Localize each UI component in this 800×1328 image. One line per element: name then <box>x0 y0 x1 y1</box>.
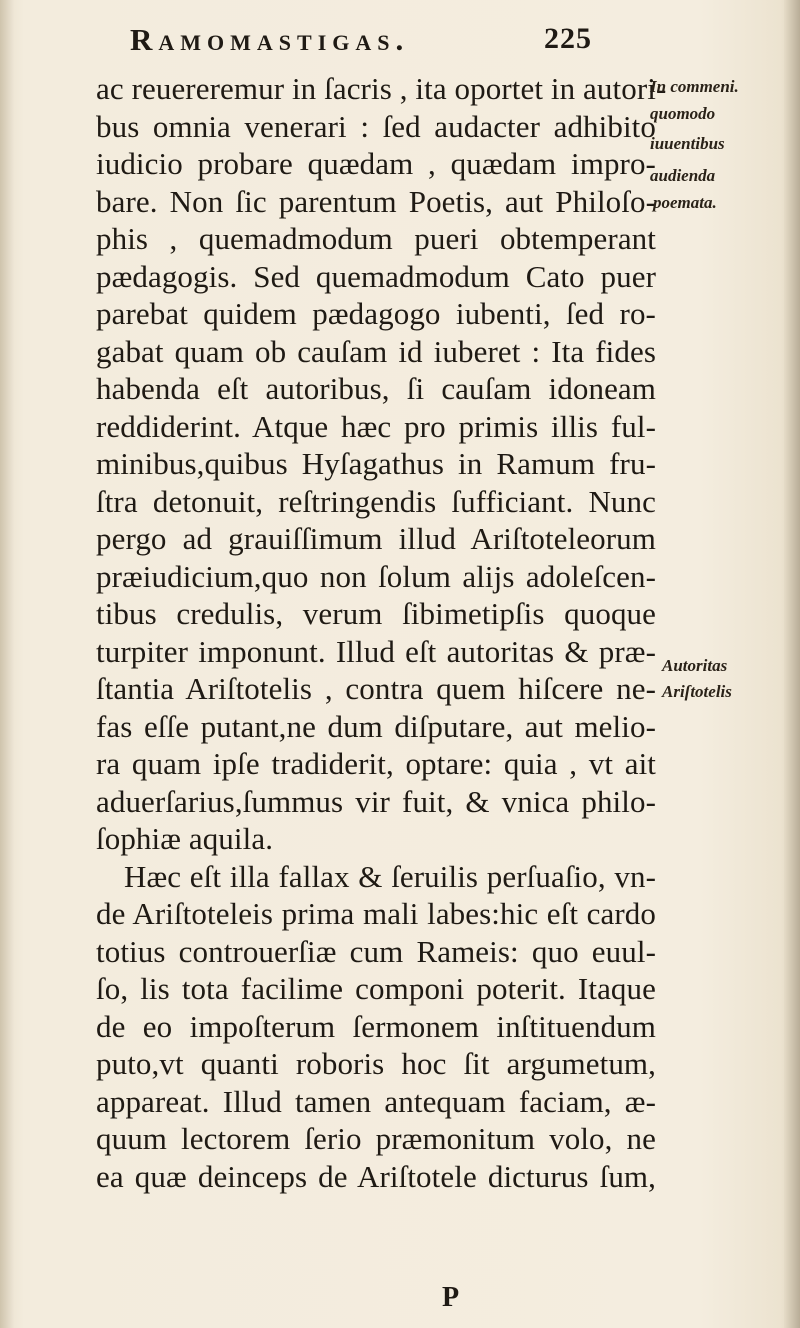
page-number: 225 <box>544 22 592 55</box>
signature-mark: P <box>442 1282 460 1313</box>
text-line: Hæc eſt illa fallax & ſeruilis perſuaſio, vn- <box>124 858 656 894</box>
text-line: puto,vt quanti roboris hoc ſit argumetum, <box>96 1046 656 1081</box>
running-title: Ramomastigas. <box>130 22 410 57</box>
text-line: aduerſarius,ſummus vir fuit, & vnica philo- <box>96 783 656 819</box>
text-line: ſophiæ aquila. <box>96 821 274 856</box>
running-head <box>130 22 590 70</box>
text-line: tibus credulis, verum ſibimetipſis quoque <box>96 596 656 631</box>
text-line: de eo impoſterum ſermonem inſtituendum <box>96 1008 656 1044</box>
text-line: fas eſſe putant,ne dum diſputare, aut melio- <box>96 708 656 744</box>
text-line: pergo ad grauiſſimum illud Ariſtoteleorum <box>96 521 656 556</box>
text-line: phis , quemadmodum pueri obtemperant <box>96 221 656 256</box>
margin-note: poemata. <box>653 193 717 212</box>
text-line: minibus,quibus Hyſagathus in Ramum fru- <box>96 446 656 481</box>
margin-note: audienda <box>650 166 716 185</box>
margin-note: iuuentibus <box>650 134 725 153</box>
text-line: habenda eſt autoribus, ſi cauſam idoneam <box>96 371 656 406</box>
text-line: ac reuereremur in ſacris , ita oportet in autori- <box>96 71 667 106</box>
text-line: ea quæ deinceps de Ariſtotele dicturus ſum, <box>96 1158 656 1194</box>
text-line: reddiderint. Atque hæc pro primis illis ful- <box>96 408 656 444</box>
text-line: ſtantia Ariſtotelis , contra quem hiſcere ne- <box>96 671 656 706</box>
text-line: bare. Non ſic parentum Poetis, aut Philoſo- <box>96 183 656 219</box>
text-line: ſtra detonuit, reſtringendis ſufficiant. Nunc <box>96 483 656 519</box>
text-line: ſo, lis tota facilime componi poterit. Itaque <box>96 971 656 1006</box>
text-line: bus omnia venerari : ſed audacter adhibito <box>96 108 656 144</box>
text-line: parebat quidem pædagogo iubenti, ſed ro- <box>96 296 656 331</box>
margin-note: quomodo <box>650 104 716 123</box>
text-line: iudicio probare quædam , quædam impro- <box>96 146 656 181</box>
text-line: præiudicium,quo non ſolum alijs adoleſcen- <box>96 558 656 594</box>
text-line: appareat. Illud tamen antequam faciam, æ- <box>96 1083 656 1119</box>
margin-note: In commeni. <box>650 77 739 96</box>
text-line: totius controuerſiæ cum Rameis: quo euul- <box>96 933 656 969</box>
right-page-edge <box>784 0 800 1328</box>
margin-note: Autoritas <box>662 656 728 675</box>
left-page-edge <box>0 0 14 1328</box>
body-text <box>96 70 667 1195</box>
text-line: quum lectorem ſerio præmonitum volo, ne <box>96 1121 656 1156</box>
margin-note: Ariſtotelis <box>662 682 732 701</box>
text-line: turpiter imponunt. Illud eſt autoritas & præ- <box>96 633 656 669</box>
text-line: de Ariſtoteleis prima mali labes:hic eſt cardo <box>96 896 656 931</box>
text-line: pædagogis. Sed quemadmodum Cato puer <box>96 258 656 294</box>
text-line: ra quam ipſe tradiderit, optare: quia , vt ait <box>96 746 656 781</box>
text-line: gabat quam ob cauſam id iuberet : Ita fides <box>96 333 656 369</box>
